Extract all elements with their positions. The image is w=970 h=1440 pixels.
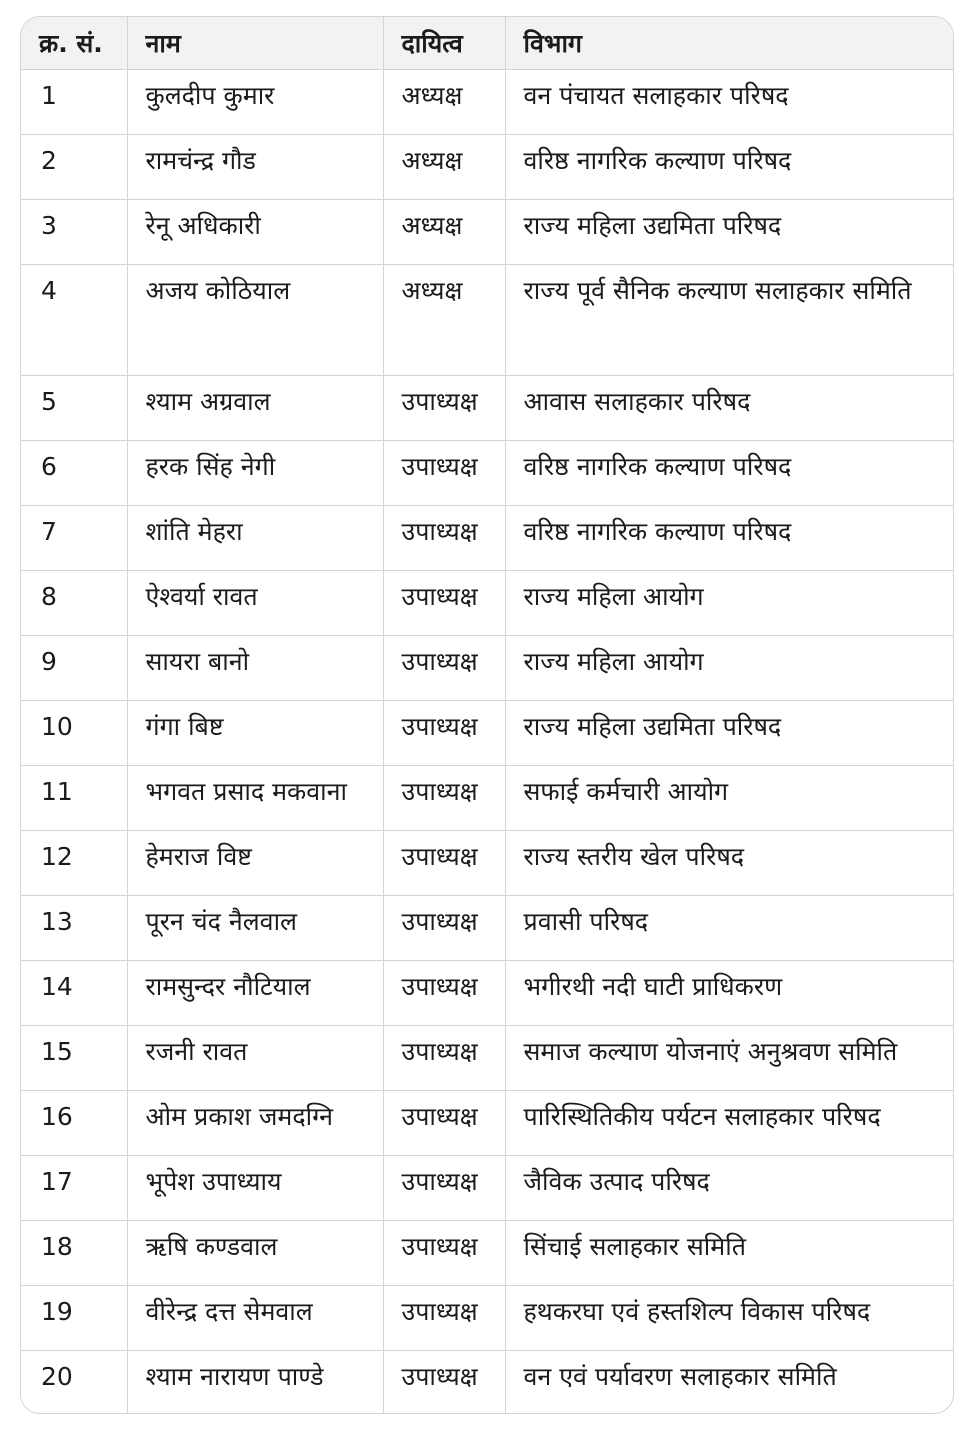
department-cell-text: पारिस्थितिकीय पर्यटन सलाहकार परिषद xyxy=(523,1101,881,1131)
department-cell xyxy=(505,1090,954,1155)
table-row xyxy=(21,505,954,570)
department-cell xyxy=(505,765,954,830)
department-cell-text: हथकरघा एवं हस्तशिल्प विकास परिषद xyxy=(523,1296,871,1326)
table-row xyxy=(21,1350,954,1414)
name-cell-text: श्याम नारायण पाण्डे xyxy=(145,1361,324,1391)
serial-number-cell xyxy=(21,830,127,895)
header-responsibility: दायित्व xyxy=(383,17,505,69)
responsibility-cell xyxy=(383,960,505,1025)
serial-number-cell xyxy=(21,960,127,1025)
name-cell xyxy=(127,1220,383,1285)
serial-number-cell-text: 11 xyxy=(41,776,73,806)
serial-number-cell-text: 18 xyxy=(41,1231,73,1261)
serial-number-cell xyxy=(21,199,127,264)
responsibility-cell xyxy=(383,700,505,765)
responsibility-cell-text: उपाध्यक्ष xyxy=(401,451,478,481)
department-cell xyxy=(505,1025,954,1090)
responsibility-cell-text: उपाध्यक्ष xyxy=(401,1036,478,1066)
department-cell xyxy=(505,895,954,960)
header-name: नाम xyxy=(127,17,383,69)
department-cell xyxy=(505,375,954,440)
name-cell-text: ओम प्रकाश जमदग्नि xyxy=(145,1101,333,1131)
name-cell xyxy=(127,960,383,1025)
serial-number-cell-text: 8 xyxy=(41,581,57,611)
department-cell xyxy=(505,199,954,264)
department-cell xyxy=(505,830,954,895)
responsibility-cell-text: उपाध्यक्ष xyxy=(401,971,478,1001)
serial-number-cell-text: 15 xyxy=(41,1036,73,1066)
name-cell-text: ऐश्वर्या रावत xyxy=(145,581,258,611)
name-cell-text: श्याम अग्रवाल xyxy=(145,386,271,416)
department-cell-text: राज्य महिला आयोग xyxy=(523,581,704,611)
appointments-table-card xyxy=(20,16,954,1414)
department-cell xyxy=(505,1350,954,1414)
responsibility-cell xyxy=(383,199,505,264)
department-cell-text: राज्य स्तरीय खेल परिषद xyxy=(523,841,745,871)
department-cell xyxy=(505,960,954,1025)
table-row xyxy=(21,375,954,440)
name-cell-text: हरक सिंह नेगी xyxy=(145,451,276,481)
serial-number-cell xyxy=(21,134,127,199)
header-department: विभाग xyxy=(505,17,954,69)
name-cell-text: सायरा बानो xyxy=(145,646,250,676)
serial-number-cell-text: 19 xyxy=(41,1296,73,1326)
department-cell-text: वरिष्ठ नागरिक कल्याण परिषद xyxy=(523,145,792,175)
table-row xyxy=(21,199,954,264)
serial-number-cell xyxy=(21,1220,127,1285)
name-cell xyxy=(127,635,383,700)
name-cell xyxy=(127,570,383,635)
department-cell-text: वरिष्ठ नागरिक कल्याण परिषद xyxy=(523,451,792,481)
table-row xyxy=(21,134,954,199)
responsibility-cell xyxy=(383,1090,505,1155)
name-cell xyxy=(127,134,383,199)
serial-number-cell-text: 7 xyxy=(41,516,57,546)
name-cell-text: रामसुन्दर नौटियाल xyxy=(145,971,311,1001)
department-cell-text: सफाई कर्मचारी आयोग xyxy=(523,776,729,806)
name-cell xyxy=(127,830,383,895)
department-cell-text: आवास सलाहकार परिषद xyxy=(523,386,751,416)
serial-number-cell xyxy=(21,895,127,960)
serial-number-cell-text: 10 xyxy=(41,711,73,741)
name-cell xyxy=(127,895,383,960)
serial-number-cell-text: 12 xyxy=(41,841,73,871)
appointments-table xyxy=(21,17,954,1414)
table-row xyxy=(21,1220,954,1285)
responsibility-cell-text: उपाध्यक्ष xyxy=(401,516,478,546)
name-cell xyxy=(127,505,383,570)
responsibility-cell-text: उपाध्यक्ष xyxy=(401,1166,478,1196)
responsibility-cell xyxy=(383,505,505,570)
header-serial-number: क्र. सं. xyxy=(21,17,127,69)
table-body xyxy=(21,69,954,1414)
responsibility-cell-text: अध्यक्ष xyxy=(401,145,463,175)
responsibility-cell-text: अध्यक्ष xyxy=(401,210,463,240)
table-row xyxy=(21,1090,954,1155)
table-row xyxy=(21,1155,954,1220)
name-cell-text: वीरेन्द्र दत्त सेमवाल xyxy=(145,1296,313,1326)
department-cell-text: राज्य महिला उद्यमिता परिषद xyxy=(523,210,782,240)
responsibility-cell xyxy=(383,440,505,505)
serial-number-cell-text: 14 xyxy=(41,971,73,1001)
name-cell-text: कुलदीप कुमार xyxy=(145,80,275,110)
department-cell xyxy=(505,505,954,570)
name-cell-text: शांति मेहरा xyxy=(145,516,243,546)
table-row xyxy=(21,635,954,700)
table-row xyxy=(21,570,954,635)
name-cell-text: गंगा बिष्ट xyxy=(145,711,224,741)
department-cell xyxy=(505,264,954,375)
responsibility-cell xyxy=(383,69,505,134)
serial-number-cell-text: 16 xyxy=(41,1101,73,1131)
responsibility-cell xyxy=(383,375,505,440)
name-cell-text: रामचंन्द्र गौड xyxy=(145,145,256,175)
serial-number-cell-text: 17 xyxy=(41,1166,73,1196)
serial-number-cell xyxy=(21,505,127,570)
name-cell xyxy=(127,440,383,505)
name-cell-text: अजय कोठियाल xyxy=(145,275,291,305)
responsibility-cell xyxy=(383,895,505,960)
serial-number-cell xyxy=(21,1090,127,1155)
name-cell xyxy=(127,1155,383,1220)
responsibility-cell-text: उपाध्यक्ष xyxy=(401,1231,478,1261)
name-cell xyxy=(127,1350,383,1414)
serial-number-cell xyxy=(21,440,127,505)
department-cell xyxy=(505,134,954,199)
responsibility-cell xyxy=(383,1155,505,1220)
responsibility-cell xyxy=(383,134,505,199)
department-cell-text: सिंचाई सलाहकार समिति xyxy=(523,1231,746,1261)
department-cell-text: प्रवासी परिषद xyxy=(523,906,649,936)
department-cell xyxy=(505,635,954,700)
responsibility-cell xyxy=(383,635,505,700)
responsibility-cell-text: अध्यक्ष xyxy=(401,275,463,305)
responsibility-cell xyxy=(383,570,505,635)
name-cell xyxy=(127,1285,383,1350)
name-cell-text: ऋषि कण्डवाल xyxy=(145,1231,278,1261)
table-row xyxy=(21,69,954,134)
name-cell xyxy=(127,1025,383,1090)
responsibility-cell-text: उपाध्यक्ष xyxy=(401,906,478,936)
name-cell xyxy=(127,264,383,375)
name-cell xyxy=(127,375,383,440)
department-cell xyxy=(505,1155,954,1220)
responsibility-cell-text: उपाध्यक्ष xyxy=(401,841,478,871)
responsibility-cell-text: उपाध्यक्ष xyxy=(401,1296,478,1326)
department-cell-text: जैविक उत्पाद परिषद xyxy=(523,1166,710,1196)
department-cell xyxy=(505,440,954,505)
responsibility-cell-text: उपाध्यक्ष xyxy=(401,581,478,611)
responsibility-cell xyxy=(383,1220,505,1285)
name-cell xyxy=(127,765,383,830)
table-row xyxy=(21,1285,954,1350)
responsibility-cell-text: अध्यक्ष xyxy=(401,80,463,110)
name-cell-text: पूरन चंद नैलवाल xyxy=(145,906,297,936)
name-cell-text: रजनी रावत xyxy=(145,1036,248,1066)
department-cell-text: वन पंचायत सलाहकार परिषद xyxy=(523,80,789,110)
table-header-row xyxy=(21,17,954,69)
name-cell-text: भगवत प्रसाद मकवाना xyxy=(145,776,347,806)
department-cell-text: वरिष्ठ नागरिक कल्याण परिषद xyxy=(523,516,792,546)
serial-number-cell-text: 3 xyxy=(41,210,57,240)
serial-number-cell xyxy=(21,264,127,375)
responsibility-cell xyxy=(383,264,505,375)
table-row xyxy=(21,960,954,1025)
serial-number-cell xyxy=(21,1285,127,1350)
serial-number-cell xyxy=(21,765,127,830)
serial-number-cell xyxy=(21,375,127,440)
serial-number-cell xyxy=(21,635,127,700)
serial-number-cell xyxy=(21,1025,127,1090)
table-row xyxy=(21,765,954,830)
name-cell xyxy=(127,1090,383,1155)
responsibility-cell xyxy=(383,1025,505,1090)
name-cell-text: हेमराज विष्ट xyxy=(145,841,252,871)
responsibility-cell-text: उपाध्यक्ष xyxy=(401,776,478,806)
name-cell xyxy=(127,69,383,134)
department-cell-text: समाज कल्याण योजनाएं अनुश्रवण समिति xyxy=(523,1036,898,1066)
responsibility-cell xyxy=(383,765,505,830)
serial-number-cell-text: 9 xyxy=(41,646,57,676)
responsibility-cell-text: उपाध्यक्ष xyxy=(401,1101,478,1131)
serial-number-cell xyxy=(21,1350,127,1414)
name-cell xyxy=(127,700,383,765)
name-cell-text: भूपेश उपाध्याय xyxy=(145,1166,282,1196)
serial-number-cell-text: 2 xyxy=(41,145,57,175)
department-cell-text: वन एवं पर्यावरण सलाहकार समिति xyxy=(523,1361,837,1391)
responsibility-cell-text: उपाध्यक्ष xyxy=(401,646,478,676)
department-cell xyxy=(505,69,954,134)
table-row xyxy=(21,830,954,895)
responsibility-cell-text: उपाध्यक्ष xyxy=(401,711,478,741)
serial-number-cell-text: 13 xyxy=(41,906,73,936)
responsibility-cell-text: उपाध्यक्ष xyxy=(401,1361,478,1391)
department-cell-text: राज्य महिला आयोग xyxy=(523,646,704,676)
table-row xyxy=(21,1025,954,1090)
table-row xyxy=(21,895,954,960)
responsibility-cell xyxy=(383,830,505,895)
table-row xyxy=(21,440,954,505)
table-row xyxy=(21,264,954,375)
serial-number-cell-text: 6 xyxy=(41,451,57,481)
department-cell-text: भगीरथी नदी घाटी प्राधिकरण xyxy=(523,971,783,1001)
department-cell xyxy=(505,1220,954,1285)
serial-number-cell-text: 1 xyxy=(41,80,57,110)
serial-number-cell xyxy=(21,700,127,765)
serial-number-cell xyxy=(21,570,127,635)
responsibility-cell-text: उपाध्यक्ष xyxy=(401,386,478,416)
serial-number-cell-text: 5 xyxy=(41,386,57,416)
serial-number-cell xyxy=(21,1155,127,1220)
name-cell-text: रेनू अधिकारी xyxy=(145,210,261,240)
serial-number-cell-text: 4 xyxy=(41,275,57,305)
responsibility-cell xyxy=(383,1350,505,1414)
serial-number-cell-text: 20 xyxy=(41,1361,73,1391)
department-cell-text: राज्य पूर्व सैनिक कल्याण सलाहकार समिति xyxy=(523,275,912,305)
department-cell-text: राज्य महिला उद्यमिता परिषद xyxy=(523,711,782,741)
serial-number-cell xyxy=(21,69,127,134)
department-cell xyxy=(505,570,954,635)
responsibility-cell xyxy=(383,1285,505,1350)
table-row xyxy=(21,700,954,765)
name-cell xyxy=(127,199,383,264)
department-cell xyxy=(505,1285,954,1350)
department-cell xyxy=(505,700,954,765)
